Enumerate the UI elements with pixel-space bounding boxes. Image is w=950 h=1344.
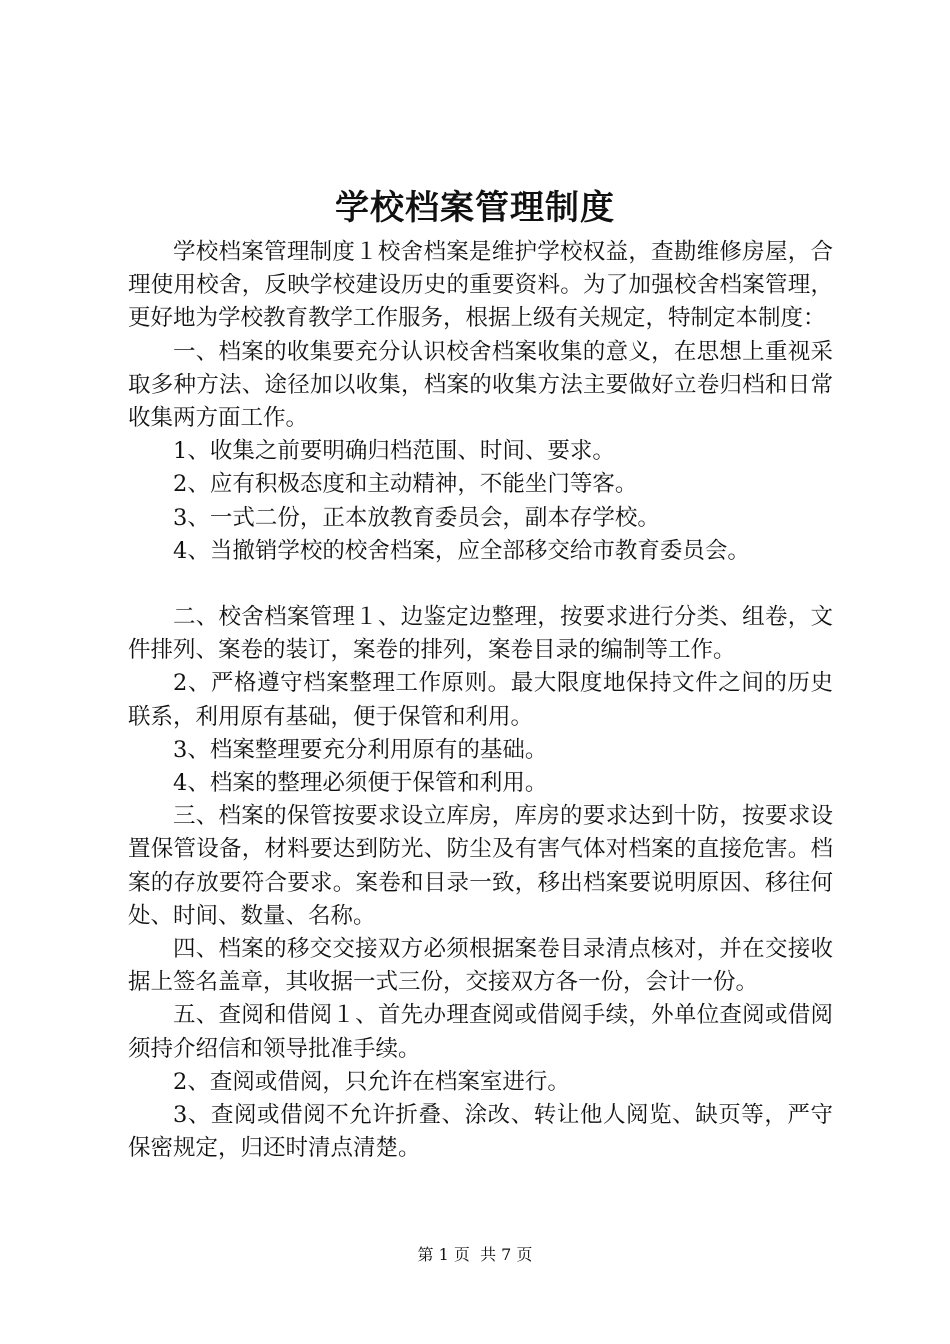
section-2-paragraph: 二、校舍档案管理１、边鉴定边整理，按要求进行分类、组卷，文件排列、案卷的装订，案卷的排列，案卷目录的编制等工作。 <box>128 604 833 664</box>
section-1-item-3: 3、一式二份，正本放教育委员会，副本存学校。 <box>173 504 660 531</box>
section-5-paragraph: 五、查阅和借阅１、首先办理查阅或借阅手续，外单位查阅或借阅须持介绍信和领导批准手续。 <box>128 1002 833 1062</box>
document-title: 学校档案管理制度 <box>335 188 615 228</box>
intro-paragraph: 学校档案管理制度１校舍档案是维护学校权益，查勘维修房屋，合理使用校舍，反映学校建设历史的重要资料。为了加强校舍档案管理，更好地为学校教育教学工作服务，根据上级有关规定，特制定本制度： <box>128 239 833 332</box>
section-3-paragraph: 三、档案的保管按要求设立库房，库房的要求达到十防，按要求设置保管设备，材料要达到防光、防尘及有害气体对档案的直接危害。档案的存放要符合要求。案卷和目录一致，移出档案要说明原因、移往何处、时间、数量、名称。 <box>128 803 833 929</box>
section-5-item-2: 2、查阅或借阅，只允许在档案室进行。 <box>173 1068 570 1095</box>
section-2-item-4: 4、档案的整理必须便于保管和利用。 <box>173 770 548 797</box>
section-4-paragraph: 四、档案的移交交接双方必须根据案卷目录清点核对，并在交接收据上签名盖章，其收据一式三份，交接双方各一份，会计一份。 <box>128 936 833 996</box>
section-2-item-2: 2、严格遵守档案整理工作原则。最大限度地保持文件之间的历史联系，利用原有基础，便于保管和利用。 <box>128 670 833 730</box>
page-number: 第 1 页 共 7 页 <box>417 1245 533 1264</box>
page-footer <box>0 1245 950 1265</box>
section-1-item-4: 4、当撤销学校的校舍档案，应全部移交给市教育委员会。 <box>173 537 750 564</box>
section-1-item-2: 2、应有积极态度和主动精神，不能坐门等客。 <box>173 471 638 498</box>
section-5-item-3: 3、查阅或借阅不允许折叠、涂改、转让他人阅览、缺页等，严守保密规定，归还时清点清楚。 <box>128 1102 833 1162</box>
section-1-paragraph: 一、档案的收集要充分认识校舍档案收集的意义，在思想上重视采取多种方法、途径加以收集，档案的收集方法主要做好立卷归档和日常收集两方面工作。 <box>128 338 833 432</box>
section-1-item-1: 1、收集之前要明确归档范围、时间、要求。 <box>173 438 615 465</box>
document-body <box>128 236 833 1165</box>
section-2-item-3: 3、档案整理要充分利用原有的基础。 <box>173 736 548 763</box>
